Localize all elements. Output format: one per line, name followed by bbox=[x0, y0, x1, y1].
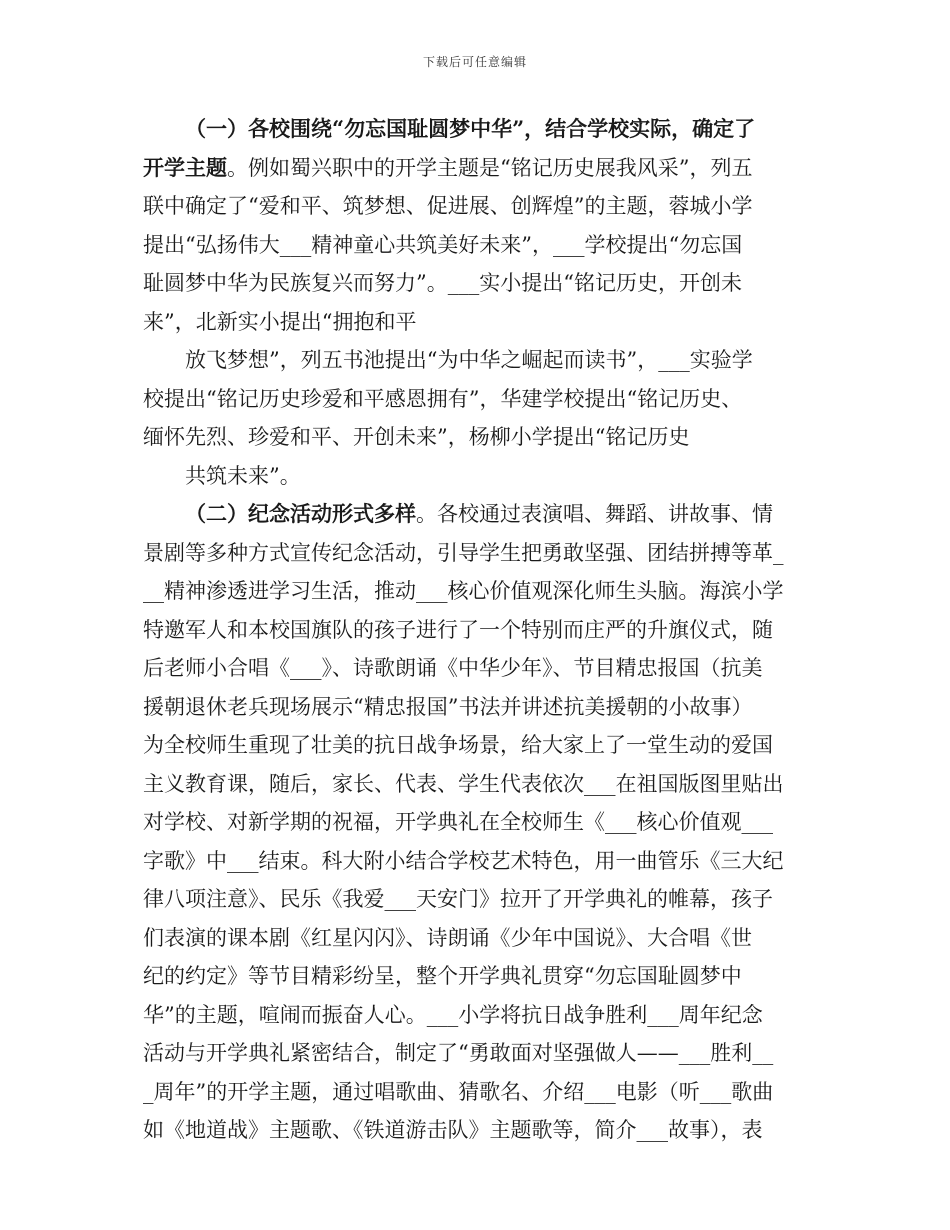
text-line: 校提出“铭记历史珍爱和平感恩拥有”，华建学校提出“铭记历史、 bbox=[143, 386, 743, 411]
bold-heading: 开学主题 bbox=[143, 154, 227, 180]
text-line: （一）各校围绕“勿忘国耻圆梦中华”，结合学校实际，确定了 bbox=[185, 116, 756, 141]
text-line: 耻圆梦中华为民族复兴而努力”。___实小提出“铭记历史，开创未 bbox=[143, 271, 742, 295]
text-line: 纪的约定》等节目精彩纷呈，整个开学典礼贯穿“勿忘国耻圆梦中 bbox=[143, 964, 742, 988]
text-line: 特邀军人和本校国旗队的孩子进行了一个特别而庄严的升旗仪式，随 bbox=[143, 617, 773, 642]
text-line: 主义教育课，随后，家长、代表、学生代表依次___在祖国版图里贴出 bbox=[143, 771, 784, 796]
text-line: 来”，北新实小提出“拥抱和平 bbox=[143, 309, 417, 334]
text-line: __精神渗透进学习生活，推动___核心价值观深化师生头脑。海滨小学 bbox=[143, 579, 784, 603]
text-line: 活动与开学典礼紧密结合，制定了“勇敢面对坚强做人——___胜利__ bbox=[143, 1041, 774, 1065]
text-line: 联中确定了“爱和平、筑梦想、促进展、创辉煌”的主题，蓉城小学 bbox=[143, 194, 753, 218]
text-line bbox=[143, 149, 811, 188]
text-span: 。各校通过表演唱、舞蹈、讲故事、情 bbox=[416, 502, 773, 526]
text-line: 缅怀先烈、珍爱和平、开创未来”，杨柳小学提出“铭记历史 bbox=[143, 425, 690, 449]
text-line: 华”的主题，喧闹而振奋人心。___小学将抗日战争胜利___周年纪念 bbox=[143, 1002, 763, 1027]
text-line: 共筑未来”。 bbox=[185, 463, 301, 488]
text-line: 提出“弘扬伟大___精神童心共筑美好未来”，___学校提出“勿忘国 bbox=[143, 232, 743, 257]
text-line: 援朝退休老兵现场展示“精忠报国”书法并讲述抗美援朝的小故事） bbox=[143, 694, 753, 719]
text-line: _周年”的开学主题，通过唱歌曲、猜歌名、介绍___电影（听___歌曲 bbox=[143, 1079, 774, 1104]
text-line: 对学校、对新学期的祝福，开学典礼在全校师生《___核心价值观___ bbox=[143, 810, 773, 834]
bold-heading: （二）纪念活动形式多样 bbox=[185, 501, 416, 526]
text-line: 们表演的课本剧《红星闪闪》、诗朗诵《少年中国说》、大合唱《世 bbox=[143, 925, 752, 950]
text-line: 后老师小合唱《___》、诗歌朗诵《中华少年》、节目精忠报国（抗美 bbox=[143, 656, 763, 680]
text-line: 放飞梦想”，列五书池提出“为中华之崛起而读书”，___实验学 bbox=[185, 348, 753, 372]
text-line: 为全校师生重现了壮美的抗日战争场景，给大家上了一堂生动的爱国 bbox=[143, 733, 773, 757]
text-line: 字歌》中___结束。科大附小结合学校艺术特色，用一曲管乐《三大纪 bbox=[143, 848, 784, 873]
text-span: 。例如蜀兴职中的开学主题是“铭记历史展我风采”，列五 bbox=[227, 155, 753, 180]
text-line: 景剧等多种方式宣传纪念活动，引导学生把勇敢坚强、团结拼搏等革_ bbox=[143, 540, 784, 565]
document-body bbox=[143, 110, 811, 1150]
text-line: 律八项注意》、民乐《我爱___天安门》拉开了开学典礼的帷幕，孩子 bbox=[143, 887, 773, 911]
text-line: 如《地道战》主题歌、《铁道游击队》主题歌等，简介___故事），表 bbox=[143, 1118, 763, 1142]
page-header: 下载后可任意编辑 bbox=[422, 55, 527, 69]
text-line bbox=[143, 495, 811, 534]
